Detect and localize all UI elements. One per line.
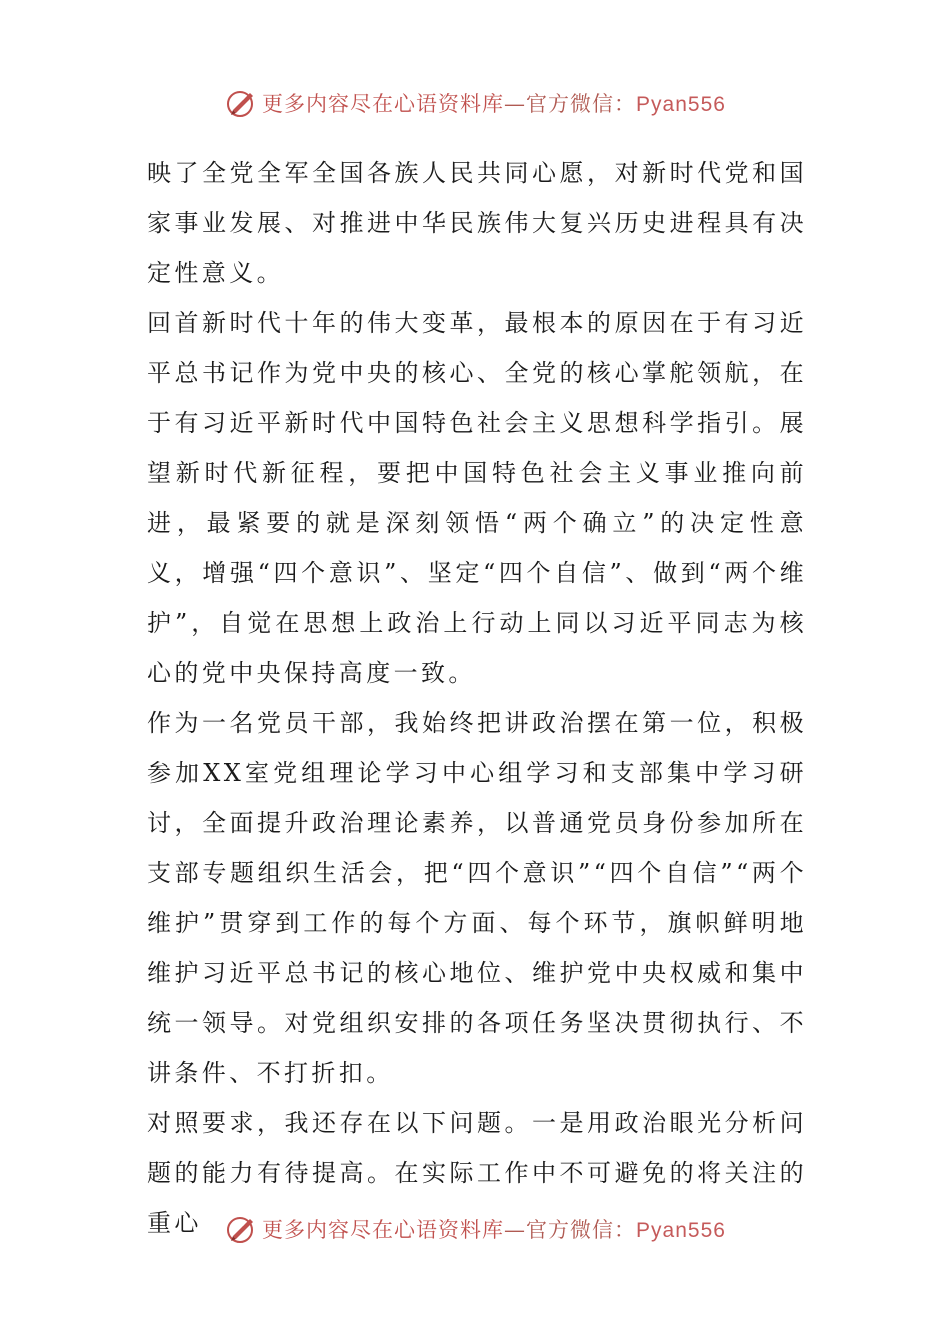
pen-circle-logo-icon [224,1212,258,1246]
watermark-text [262,88,726,118]
paragraph: 回首新时代十年的伟大变革，最根本的原因在于有习近平总书记作为党中央的核心、全党的核心掌舵领航，在于有习近平新时代中国特色社会主义思想科学指引。展望新时代新征程，要把中国特色社会主义事业推向前进，最紧要的就是深刻领悟“两个确立”的决定性意义，增强“四个意识”、坚定“四个自信”、做到“两个维护”，自觉在思想上政治上行动上同以习近平同志为核心的党中央保持高度一致。 [147,309,807,687]
watermark-text [262,1214,726,1244]
document-body [147,148,807,1248]
pen-circle-logo-icon [224,86,258,120]
header-watermark [0,83,950,123]
watermark-wechat-label: —官方微信： [504,1218,637,1242]
watermark-wechat-id: Pyan556 [636,1219,726,1242]
paragraph: 对照要求，我还存在以下问题。一是用政治眼光分析问题的能力有待提高。在实际工作中不可避免的将关注的重心 [147,1109,807,1237]
footer-watermark [0,1209,950,1249]
watermark-wechat-label: —官方微信： [504,92,637,116]
paragraph: 映了全党全军全国各族人民共同心愿，对新时代党和国家事业发展、对推进中华民族伟大复兴历史进程具有决定性意义。 [147,159,807,287]
watermark-title: 更多内容尽在心语资料库 [262,1218,505,1242]
paragraph: 作为一名党员干部，我始终把讲政治摆在第一位，积极参加XX室党组理论学习中心组学习和支部集中学习研讨，全面提升政治理论素养，以普通党员身份参加所在支部专题组织生活会，把“四个意识”“四个自信”“两个维护”贯穿到工作的每个方面、每个环节，旗帜鲜明地维护习近平总书记的核心地位、维护党中央权威和集中统一领导。对党组织安排的各项任务坚决贯彻执行、不讲条件、不打折扣。 [147,709,807,1087]
watermark-title: 更多内容尽在心语资料库 [262,92,505,116]
watermark-wechat-id: Pyan556 [636,93,726,116]
